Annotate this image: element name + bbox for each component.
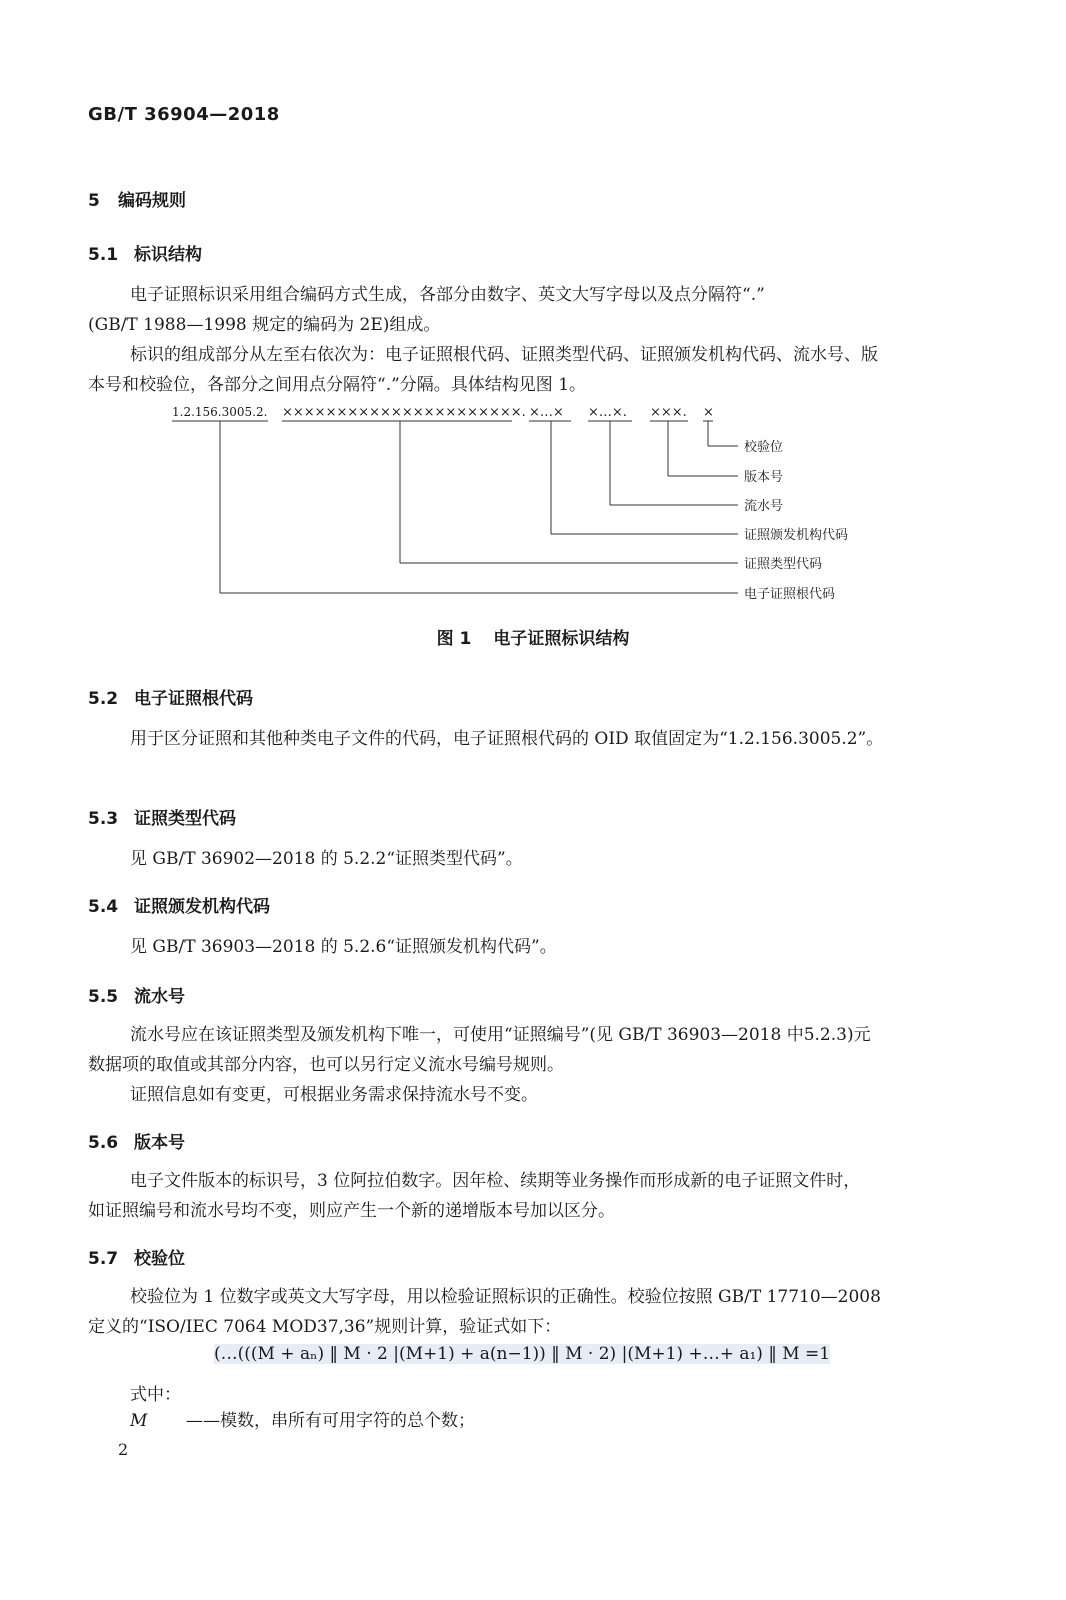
section-title: 编码规则 (118, 191, 186, 211)
section-5-7-heading (88, 1244, 185, 1269)
paragraph: 用于区分证照和其他种类电子文件的代码，电子证照根代码的 OID 取值固定为“1.2.156.3005.2”。 (130, 729, 884, 749)
paragraph: 定义的“ISO/IEC 7064 MOD37,36”规则计算，验证式如下： (88, 1317, 562, 1337)
segment-type-code: ××××××××××××××××××××××. (282, 405, 526, 420)
section-number: 5.6 (88, 1133, 119, 1153)
label-type-code: 证照类型代码 (744, 557, 823, 572)
paragraph: 见 GB/T 36902—2018 的 5.2.2“证照类型代码”。 (130, 849, 523, 869)
section-title: 证照颁发机构代码 (134, 897, 270, 917)
definition-row (130, 1406, 475, 1431)
paragraph: 见 GB/T 36903—2018 的 5.2.6“证照颁发机构代码”。 (130, 937, 557, 957)
section-number: 5.2 (88, 689, 119, 709)
paragraph: 证照信息如有变更，可根据业务需求保持流水号不变。 (130, 1085, 538, 1105)
where-label: 式中： (130, 1385, 181, 1405)
section-5-3-heading (88, 804, 236, 829)
paragraph: 校验位为 1 位数字或英文大写字母，用以检验证照标识的正确性。校验位按照 GB/T 17710—2008 (130, 1287, 881, 1307)
label-root-code: 电子证照根代码 (744, 587, 836, 602)
paragraph: 标识的组成部分从左至右依次为：电子证照根代码、证照类型代码、证照颁发机构代码、流水号、版 (130, 345, 878, 365)
section-5-5-heading (88, 982, 185, 1007)
standard-header: GB/T 36904—2018 (88, 104, 280, 125)
section-5-4-heading (88, 892, 270, 917)
figure-title: 电子证照标识结构 (493, 629, 630, 649)
section-title: 标识结构 (134, 245, 202, 265)
paragraph: 如证照编号和流水号均不变，则应产生一个新的递增版本号加以区分。 (88, 1201, 615, 1221)
segment-issuer-code: ×…× (529, 405, 564, 420)
segment-serial-number: ×…×. (588, 405, 627, 420)
section-number: 5.3 (88, 809, 119, 829)
identifier-structure-diagram (0, 0, 1066, 620)
paragraph: 数据项的取值或其部分内容，也可以另行定义流水号编号规则。 (88, 1055, 564, 1075)
segment-check-digit: × (703, 405, 714, 420)
definition-symbol: M (130, 1411, 148, 1431)
section-title: 流水号 (134, 987, 185, 1007)
formula-text: (…(((M + aₙ) ‖ M · 2 |(M+1) + a(n−1)) ‖ M · 2) |(M+1) +…+ a₁) ‖ M =1 (214, 1344, 831, 1364)
section-number: 5.5 (88, 987, 119, 1007)
segment-version: ×××. (650, 405, 687, 420)
label-version: 版本号 (744, 470, 784, 485)
section-title: 校验位 (134, 1249, 185, 1269)
label-check-digit: 校验位 (744, 440, 784, 455)
section-title: 电子证照根代码 (134, 689, 253, 709)
figure-caption (0, 624, 1066, 649)
label-issuer-code: 证照颁发机构代码 (744, 528, 849, 543)
section-number: 5 (88, 191, 100, 211)
paragraph: (GB/T 1988—1998 规定的编码为 2E)组成。 (88, 315, 441, 335)
section-number: 5.7 (88, 1249, 119, 1269)
section-title: 版本号 (134, 1133, 185, 1153)
section-5-2-heading (88, 684, 253, 709)
paragraph: 本号和校验位，各部分之间用点分隔符“.”分隔。具体结构见图 1。 (88, 375, 587, 395)
paragraph: 电子文件版本的标识号，3 位阿拉伯数字。因年检、续期等业务操作而形成新的电子证照文件时， (130, 1171, 861, 1191)
paragraph: 流水号应在该证照类型及颁发机构下唯一，可使用“证照编号”(见 GB/T 36903—2018 中5.2.3)元 (130, 1025, 871, 1045)
figure-number: 图 1 (436, 629, 472, 649)
section-5-6-heading (88, 1128, 185, 1153)
page-number: 2 (118, 1440, 129, 1459)
label-serial-number: 流水号 (744, 499, 784, 514)
section-title: 证照类型代码 (134, 809, 236, 829)
section-number: 5.1 (88, 245, 119, 265)
definition-text: ——模数，串所有可用字符的总个数； (186, 1411, 475, 1431)
segment-root-code: 1.2.156.3005.2. (172, 405, 268, 419)
check-formula (214, 1344, 830, 1364)
section-number: 5.4 (88, 897, 119, 917)
paragraph: 电子证照标识采用组合编码方式生成，各部分由数字、英文大写字母以及点分隔符“.” (130, 285, 765, 305)
